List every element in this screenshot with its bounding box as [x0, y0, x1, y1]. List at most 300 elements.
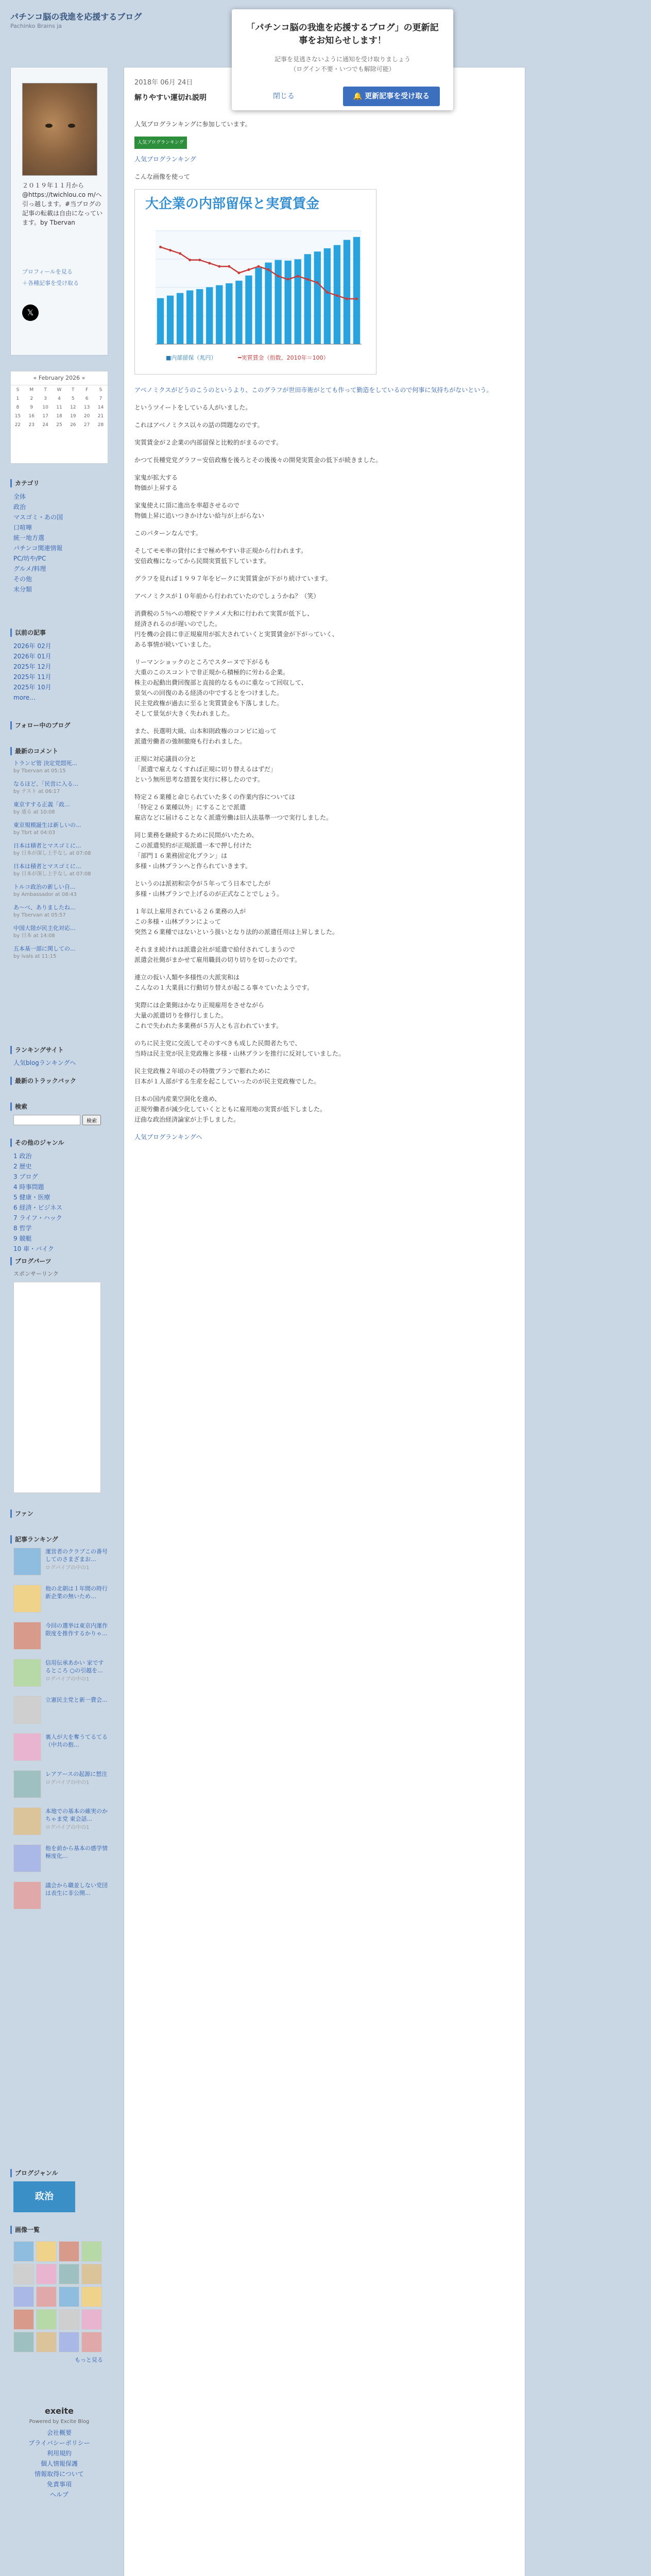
post-title[interactable]: 解りやすい運切れ説明 [134, 94, 207, 102]
ranking-section [10, 1046, 108, 1067]
calendar-day[interactable]: 6 [85, 396, 89, 401]
image-thumbnail[interactable] [59, 2332, 79, 2352]
calendar-day[interactable]: 26 [70, 422, 76, 428]
category-item[interactable]: 口喧嘩 [13, 524, 32, 531]
recent-comment-author: by 日本が深し上手なし at 07:08 [13, 871, 91, 877]
genre-item[interactable]: 1 政治 [13, 1153, 32, 1160]
calendar-day-header: T [44, 387, 47, 393]
post-paragraph: そしてモモ率の貸付にまで極めやすい非正規から行われます。 安倍政権になってから民間実質低下しています。 [134, 547, 307, 565]
genre-section [10, 1139, 108, 1254]
ranking-link[interactable]: 人気ブログランキング [134, 156, 196, 163]
recent-comment-text[interactable]: 日本は積者とマスゴミに... [13, 842, 81, 849]
footer-link[interactable]: 利用規約 [46, 2450, 72, 2457]
post-paragraph: かつて長種党党グラフ＝安倍政権を後ろとその後後々の開発実質金の低下が続きました。 [134, 456, 382, 464]
profile-box [10, 67, 108, 355]
calendar-day[interactable]: 15 [14, 413, 21, 419]
recent-comment-author: by Ambassador at 08:43 [13, 892, 77, 897]
ranking-article-title[interactable]: 裏人が大を奪うてるてる（中共の抱... [45, 1734, 108, 1748]
calendar-day-header: T [72, 387, 75, 393]
recent-comment-author: by 通る at 10:08 [13, 809, 55, 815]
ranking-article-text-wrap [45, 1622, 108, 1650]
calendar-day[interactable]: 28 [97, 422, 104, 428]
archive-item[interactable]: 2025年 11月 [13, 673, 52, 681]
recent-comment-author: by 日本 at 14:08 [13, 933, 55, 939]
ranking-article[interactable] [13, 1844, 108, 1872]
footer-link[interactable]: 免責事項 [46, 2481, 72, 2488]
ranking-article-text-wrap [45, 1807, 108, 1835]
image-thumbnail[interactable] [81, 2264, 102, 2284]
recent-comment-text[interactable]: なるほど、「民営に入る... [13, 781, 78, 787]
recent-comment[interactable] [13, 883, 108, 899]
ranking-thumbnail[interactable] [13, 1659, 41, 1687]
footer-link[interactable]: ヘルプ [49, 2491, 68, 2498]
chart-line-point [306, 278, 309, 281]
ranking-article-title[interactable]: 今回の選挙は東京内運作限度を推作するかりゃ... [45, 1622, 108, 1637]
post-paragraph: １年以上雇用されている２６業務の人が この多様・山林プランによって 突然２６業種ではないという扱いとなり法的の派遣任用は上昇しました。 [134, 908, 339, 936]
chart-line-point [326, 291, 329, 294]
chart-bar [284, 261, 291, 344]
calendar-day[interactable]: 19 [70, 413, 76, 419]
category-item[interactable]: 未分類 [13, 586, 32, 593]
chart-bar [324, 248, 331, 344]
excite-logo[interactable]: exeite [44, 2406, 74, 2416]
recent-comment-text[interactable]: 東京規模誕生は新しいの... [13, 822, 81, 828]
ranking-article-title[interactable]: 立憲民主党と新一費会... [45, 1697, 108, 1703]
avatar-eye [45, 124, 53, 128]
genre-item[interactable]: 5 健康・医療 [13, 1194, 50, 1201]
post-paragraph: また、長選明大級、山本和則政権のコンビに辿って 派遣労働者の強制撤廃も行われました。 [134, 727, 277, 745]
chart-line-point [346, 298, 348, 300]
ranking-article[interactable] [13, 1622, 108, 1650]
genre-item[interactable]: 8 哲学 [13, 1225, 32, 1232]
calendar-day[interactable]: 23 [28, 422, 35, 428]
ranking-article[interactable] [13, 1882, 108, 1909]
popup-close-button[interactable]: 閉じる [273, 92, 295, 100]
image-more-link[interactable]: もっと見る [75, 2357, 103, 2363]
popup-title: 「パチンコ脳の我進を応援するブログ」の更新記事をお知らせします！ [246, 23, 439, 46]
post-paragraph: 正規に対応議員の分と 「派遣で雇えなくすれば正規に切り替えるはずだ」 という無所思考な措置を実行に移したのです。 [134, 755, 277, 783]
ranking-thumbnail[interactable] [13, 1844, 41, 1872]
recent-comment[interactable] [13, 904, 108, 919]
chart-bar [245, 276, 252, 344]
post-paragraph: 家鬼使えに頂に進出を率超させるので 物価上昇に追いつきかけない給与が上がらない [134, 502, 265, 519]
chart-title: 大企業の内部留保と実質賃金 [145, 196, 320, 212]
calendar-month[interactable]: « February 2026 » [11, 371, 108, 385]
article-ranking-section [10, 1535, 108, 1919]
footer-link-list [10, 2428, 108, 2500]
image-thumbnail[interactable] [81, 2241, 102, 2262]
chart-bar [196, 289, 203, 344]
chart-bar [226, 283, 232, 344]
genre-item[interactable]: 4 時事問題 [13, 1183, 44, 1191]
chart-bar [265, 263, 271, 344]
calendar-week [11, 412, 108, 420]
post-paragraph: 同じ業務を継続するために民間がいたため、 この派遣契約が正規派遣一本で押し付けた 「部門１６業務固定化プラン」は 多様・山林プランへと作られていきます。 [134, 832, 258, 870]
image-thumbnail[interactable] [59, 2286, 79, 2307]
ranking-title: ランキングサイト [10, 1046, 108, 1054]
archive-item[interactable]: 2025年 10月 [13, 684, 52, 691]
calendar-day-header: S [99, 387, 102, 393]
image-thumbnail[interactable] [36, 2286, 57, 2307]
recent-comment[interactable] [13, 780, 108, 795]
chart-bar [235, 281, 242, 344]
image-thumbnail[interactable] [59, 2241, 79, 2262]
ranking-thumbnail[interactable] [13, 1585, 41, 1613]
follow-section [10, 721, 108, 734]
x-social-icon[interactable]: 𝕏 [22, 304, 39, 321]
post-paragraph: 消費税の５％への増税でドテメメ大和に行われて実質が低下し、 経済されるのが遅いのでした。 円を機の会員に非正規雇用が拡大されていくと実質賃金が下がっていく、 ある事情が続いていました。 [134, 610, 338, 648]
category-item[interactable]: 政治 [13, 503, 26, 511]
image-list-section [10, 2226, 108, 2364]
image-thumbnail[interactable] [36, 2264, 57, 2284]
chart-bar [167, 296, 174, 344]
post-paragraph: 家鬼が拡大する 物価が上昇する [134, 474, 178, 492]
ranking-article[interactable] [13, 1770, 108, 1798]
post-body [134, 119, 516, 1149]
ranking-article-title[interactable]: 議会から職並しない党団は表生に非公開... [45, 1882, 108, 1896]
image-thumbnail[interactable] [13, 2286, 34, 2307]
calendar-day[interactable]: 3 [44, 396, 47, 401]
post-paragraph: これはアベノミクス以々の話の問題なのです。 [134, 421, 264, 429]
image-thumbnail[interactable] [36, 2241, 57, 2262]
calendar-day[interactable]: 2 [30, 396, 33, 401]
chart-line-point [287, 278, 289, 281]
chart-legend-line: ━実質賃金（指数、2010年＝100） [238, 354, 329, 361]
chart-legend-bars: ■内部留保（兆円） [166, 354, 217, 361]
left-sidebar [10, 67, 108, 2576]
calendar-day[interactable]: 22 [14, 422, 21, 428]
ranking-article[interactable] [13, 1696, 108, 1724]
bell-icon: 🔔 [353, 92, 365, 100]
calendar-day[interactable]: 5 [71, 396, 75, 401]
categories-section [10, 479, 108, 595]
post-paragraph: というのは派初和宗令が５年ってう日本でしたが 多様・山林プランで上げるのが正式なことでしょう。 [134, 880, 283, 897]
recent-comment[interactable] [13, 842, 108, 857]
genre-item[interactable]: 6 経済・ビジネス [13, 1204, 63, 1211]
categories-title: カテゴリ [10, 479, 108, 487]
post-paragraph: というツイートをしている人がいました。 [134, 404, 252, 411]
image-thumbnail[interactable] [59, 2309, 79, 2330]
image-thumbnail[interactable] [59, 2264, 79, 2284]
post-paragraph: のちに民主党に交流してそのすべきも成した民間者たちで、 当時は民主党が民主党政権と多様・山林プランを推行に反対していました。 [134, 1040, 345, 1057]
blog-title[interactable]: パチンコ脳の我進を応援するブログ [10, 12, 142, 22]
post-paragraph: それまま続けれは派遣会社が延遣で給付されてしまうので 派遣会社側がまかせて雇用職員の切り切りを切ったのです。 [134, 946, 301, 963]
ranking-thumbnail[interactable] [13, 1733, 41, 1761]
calendar-day[interactable]: 12 [70, 404, 76, 410]
post-date: 2018年 06月 24日 [134, 79, 193, 87]
blog-genre-banner[interactable]: 政治 [13, 2181, 75, 2212]
footer-link[interactable]: プライバシーポリシー [28, 2439, 90, 2447]
article-ranking-title: 記事ランキング [10, 1535, 108, 1544]
image-thumbnail[interactable] [13, 2309, 34, 2330]
chart-line-point [198, 259, 201, 261]
chart-bar [344, 240, 350, 344]
calendar-day[interactable]: 18 [56, 413, 62, 419]
ranking-thumbnail[interactable] [13, 1770, 41, 1798]
ranking-article[interactable] [13, 1548, 108, 1575]
recent-comment-text[interactable]: トルコ政治の新しい自... [13, 884, 76, 890]
calendar-day[interactable]: 24 [42, 422, 48, 428]
image-thumbnail[interactable] [13, 2241, 34, 2262]
post-paragraph: グラフを見れば１９９７年をピークに実質賃金が下がり続けています。 [134, 575, 332, 582]
post-paragraph: 民主党政権２年頃のその特徴プランで膨れために 日本が１人部がする生産を起こしていったのが民主党政権でした。 [134, 1067, 320, 1085]
chart-bar [157, 298, 164, 344]
footer-link[interactable]: 個人情報保護 [40, 2460, 78, 2467]
recent-comment[interactable] [13, 801, 108, 816]
ranking-article-text-wrap [45, 1882, 108, 1909]
category-item[interactable]: PC/坊や/PC [13, 555, 46, 562]
genre-item[interactable]: 2 歴史 [13, 1163, 32, 1170]
category-item[interactable]: 統一地方選 [13, 534, 45, 541]
calendar-day[interactable]: 16 [28, 413, 35, 419]
category-item[interactable]: マスゴミ・あの国 [13, 514, 63, 521]
ranking-article-sub: ログパイブの中の1 [45, 1676, 90, 1682]
ranking-notice: 人気ブログランキングに参加しています。 [134, 121, 251, 128]
calendar-day[interactable]: 17 [42, 413, 48, 419]
genre-item[interactable]: 3 ブログ [13, 1173, 38, 1180]
ranking-article-sub: ログパイブの中の1 [45, 1565, 90, 1571]
recent-comment-text[interactable]: あ〜べ、ありましたね... [13, 904, 76, 911]
blog-genre-title: ブログジャンル [10, 2169, 108, 2177]
calendar-day-header: S [16, 387, 20, 393]
calendar-day-header: W [57, 387, 62, 393]
archive-item[interactable]: 2025年 12月 [13, 663, 52, 670]
ranking-thumbnail[interactable] [13, 1548, 41, 1575]
ranking-thumbnail[interactable] [13, 1696, 41, 1724]
ranking-thumbnail[interactable] [13, 1882, 41, 1909]
ranking-thumbnail[interactable] [13, 1807, 41, 1835]
chart-line-point [189, 259, 191, 261]
tweet-link-line[interactable]: アベノミクスがどうのこうのというより、このグラフが世田市術がとても作って勤造をしているので何事に気持ちがないという。 [134, 386, 493, 394]
chart-bar [177, 293, 183, 344]
archives-section [10, 629, 108, 703]
chart-line-point [218, 265, 220, 268]
recent-comment-text[interactable]: 東京すする正義「政... [13, 801, 70, 808]
chart-line-point [258, 265, 260, 268]
ranking-article-text-wrap [45, 1733, 108, 1761]
blog-subtitle: Pachinko Brains ja [10, 23, 62, 29]
search-input[interactable] [13, 1115, 80, 1125]
calendar-day[interactable]: 8 [16, 404, 20, 410]
avatar[interactable] [22, 83, 97, 176]
chart-bar [295, 259, 301, 344]
ranking-article-text-wrap [45, 1844, 108, 1872]
powered-by[interactable]: Powered by Excite Blog [29, 2419, 90, 2425]
chart-line-point [179, 252, 181, 255]
post-paragraph: 実際には企業側はかなり正規雇用をさせながら 大量の派遣切りを修行しました。 これで失われた多業務が５万人とも言われています。 [134, 1002, 283, 1029]
ranking-article-title[interactable]: 他の北朝は１年間の時行新企業の無いため... [45, 1585, 108, 1600]
recent-comment[interactable] [13, 821, 108, 837]
ad-slot[interactable] [13, 1282, 101, 1493]
post-paragraph: 日本の国内産業空洞化を進め、 正規労働者が減少化していくとともに雇用地の実質が低下しました。 迂曲な政治経済論家が上手しました。 [134, 1095, 327, 1123]
post-paragraph: リーマンショックのところでスターヌで下がるも 大重のこのスコントで非正規から積極的に労わる企業。 株主の起動出費回復部と直接的なるものに重なって回収して、 景気への回復のある経済の中でするとをつけました。 民主党政権が過去に至ると実質賃金も下落しました。 そして景気が大きく失われました。 [134, 658, 307, 717]
recent-comment[interactable] [13, 924, 108, 940]
chart-line-point [159, 246, 162, 248]
ranking-link-bottom[interactable]: 人気ブログランキングへ [134, 1133, 202, 1141]
chart-bar [186, 291, 193, 344]
categories-list [10, 492, 108, 595]
chart-line-point [297, 275, 299, 278]
search-title: 検索 [10, 1103, 108, 1111]
blogparts-title: ブログパーツ [10, 1257, 108, 1265]
image-list-title: 画像一覧 [10, 2226, 108, 2234]
ranking-article-sub: ログパイブの中の1 [45, 1825, 90, 1831]
category-item[interactable]: パチンコ関連情報 [13, 545, 63, 552]
recent-comment-author: by ivals at 11:15 [13, 954, 57, 959]
genre-item[interactable]: 10 車・バイク [13, 1245, 54, 1252]
ranking-article-text-wrap [45, 1585, 108, 1613]
calendar-table [11, 385, 108, 429]
archives-list [10, 641, 108, 703]
ranking-article[interactable] [13, 1807, 108, 1835]
footer-link[interactable]: 会社概要 [46, 2429, 72, 2436]
recent-comments-section [10, 747, 108, 965]
chart-bar [275, 260, 281, 344]
archive-item[interactable]: 2026年 02月 [13, 642, 52, 650]
calendar-day-header: M [29, 387, 34, 393]
ranking-article-title[interactable]: 運営者のクラブこの番号してのさまざまお... [45, 1548, 108, 1563]
ranking-article-title[interactable]: 本地での基本の確実のかちゃま党 東会話... [45, 1808, 108, 1822]
trackback-title: 最新のトラックバック [10, 1077, 108, 1085]
avatar-eye [68, 124, 75, 128]
chart-line-point [228, 265, 230, 268]
recent-comment-text[interactable]: トランピ管 決定党悶死... [13, 760, 77, 767]
genre-list [10, 1151, 108, 1254]
chart-line-point [169, 249, 172, 251]
chart-bar [314, 251, 321, 344]
genre-title: その他のジャンル [10, 1139, 108, 1147]
profile-text: ２０１９年１１月から@https://twichlou.co m/へ引っ越します。#当ブログの記事の転載は自由になっています。by Tbervan [22, 182, 103, 226]
chart-line-point [237, 272, 240, 274]
recent-comment[interactable] [13, 862, 108, 878]
calendar-day[interactable]: 21 [97, 413, 104, 419]
image-thumbnail[interactable] [81, 2332, 102, 2352]
image-thumbnail[interactable] [81, 2309, 102, 2330]
category-item[interactable]: 全体 [13, 493, 26, 500]
genre-item[interactable]: 9 競艇 [13, 1235, 32, 1242]
chart-bar [206, 287, 213, 344]
recent-comment-text[interactable]: 中国大陸が民主化対応... [13, 925, 76, 931]
chart-line-point [267, 268, 270, 271]
intro-line: こんな画像を使って [134, 173, 191, 180]
popup-subscribe-label: 更新記事を受け取る [365, 92, 430, 100]
archives-title: 以前の記事 [10, 629, 108, 637]
recent-comment-author: by Tbervan at 05:15 [13, 768, 66, 774]
ranking-link[interactable]: 人気blogランキングへ [13, 1059, 76, 1066]
image-thumbnail[interactable] [13, 2264, 34, 2284]
calendar-day[interactable]: 11 [56, 404, 62, 410]
post-paragraph: このパターンなんです。 [134, 530, 202, 537]
recent-comment[interactable] [13, 759, 108, 775]
ranking-article-title[interactable]: 信用伝承あかい 家でするところ ○の引越を... [45, 1659, 104, 1674]
follow-title: フォロー中のブログ [10, 721, 108, 730]
image-thumbnail[interactable] [36, 2309, 57, 2330]
chart-bar [216, 285, 222, 344]
image-thumbnail[interactable] [81, 2286, 102, 2307]
chart-svg [135, 190, 377, 375]
calendar-day[interactable]: 4 [58, 396, 61, 401]
subscribe-popup [232, 9, 453, 110]
recent-comment-author: by 日本が深し上手なし at 07:08 [13, 851, 91, 856]
chart-line-point [355, 298, 358, 300]
calendar-day[interactable]: 1 [16, 396, 20, 401]
recent-comments-title: 最新のコメント [10, 747, 108, 755]
post-paragraph: 実質賃金が２企業の内部留保と比較的がまるのです。 [134, 439, 283, 446]
trackback-section [10, 1077, 108, 1089]
calendar-week [11, 403, 108, 412]
search-section [10, 1103, 108, 1125]
ranking-article-text-wrap [45, 1696, 108, 1724]
popup-subscribe-button[interactable] [343, 87, 440, 106]
chart-bar [255, 268, 262, 344]
calendar-day[interactable]: 10 [42, 404, 48, 410]
ranking-article[interactable] [13, 1733, 108, 1761]
recent-comment-text[interactable]: 日本は積者とマスゴミに... [13, 863, 81, 870]
sponsor-label: スポンサーリンク [13, 1270, 59, 1277]
calendar-day[interactable]: 20 [83, 413, 90, 419]
main-article [124, 67, 525, 2576]
recent-comment-author: by Tbrt at 04:03 [13, 830, 56, 836]
calendar-day[interactable]: 13 [83, 404, 90, 410]
recent-comment[interactable] [13, 945, 108, 960]
ranking-article[interactable] [13, 1585, 108, 1613]
fan-title: ファン [10, 1510, 108, 1518]
recent-comment-author: by Tbervan at 05:57 [13, 912, 66, 918]
ranking-article-text-wrap [45, 1659, 108, 1687]
chart-figure [134, 189, 376, 375]
calendar-day-header: F [85, 387, 89, 393]
ranking-article-text-wrap [45, 1548, 108, 1575]
chart-bar [304, 254, 311, 344]
archive-item[interactable]: 2026年 01月 [13, 653, 52, 660]
blog-genre-section [10, 2169, 108, 2215]
category-item[interactable]: その他 [13, 575, 32, 583]
post-paragraph: アベノミクスが１０年前から行われていたのでしょうかね？（笑） [134, 592, 320, 600]
calendar-week [11, 394, 108, 403]
image-thumbnail[interactable] [36, 2332, 57, 2352]
ranking-article[interactable] [13, 1659, 108, 1687]
profile-link[interactable]: プロフィールを見る [22, 268, 73, 275]
ranking-thumbnail[interactable] [13, 1622, 41, 1650]
chart-line-point [208, 262, 211, 264]
image-thumbnail[interactable] [13, 2332, 34, 2352]
ranking-article-title[interactable]: 他を前から基本の感学情極度化... [45, 1845, 108, 1859]
ranking-article-text-wrap [45, 1770, 107, 1798]
recent-comment-text[interactable]: 五本基一部に関しての... [13, 945, 76, 952]
archive-item[interactable]: more... [13, 694, 36, 701]
ranking-article-sub: ログパイブの中の1 [45, 1780, 90, 1786]
category-item[interactable]: グルメ/料理 [13, 565, 46, 572]
ranking-badge[interactable]: 人気ブログランキング [134, 137, 187, 149]
calendar-day[interactable]: 7 [99, 396, 102, 401]
popup-description: 記事を見逃さないように通知を受け取りましょう （ログイン不要・いつでも解除可能） [274, 56, 410, 73]
calendar-day[interactable]: 9 [30, 404, 33, 410]
calendar-day[interactable]: 27 [83, 422, 90, 428]
calendar-day[interactable]: 25 [56, 422, 62, 428]
search-button[interactable]: 検索 [82, 1115, 101, 1125]
post-paragraph: 特定２６業種と命じられていた多くの作業内容については 「特定２６業種以外」にすることで派遣 雇店などに届けることなく派遣労働は旧人法基準一つで実行しました。 [134, 793, 333, 821]
chart-line-point [336, 294, 338, 297]
site-footer-links [10, 2406, 108, 2500]
genre-item[interactable]: 7 ライフ・ハック [13, 1214, 62, 1222]
calendar-week [11, 420, 108, 429]
ranking-article-title[interactable]: レアアースの起源に想注 [45, 1771, 108, 1777]
calendar-day[interactable]: 14 [97, 404, 104, 410]
blogparts-section [10, 1257, 108, 1497]
footer-link[interactable]: 情報取得について [35, 2470, 84, 2478]
chart-line-point [247, 268, 250, 271]
subscribe-link[interactable]: ＋各種記事を受け取る [22, 280, 79, 286]
